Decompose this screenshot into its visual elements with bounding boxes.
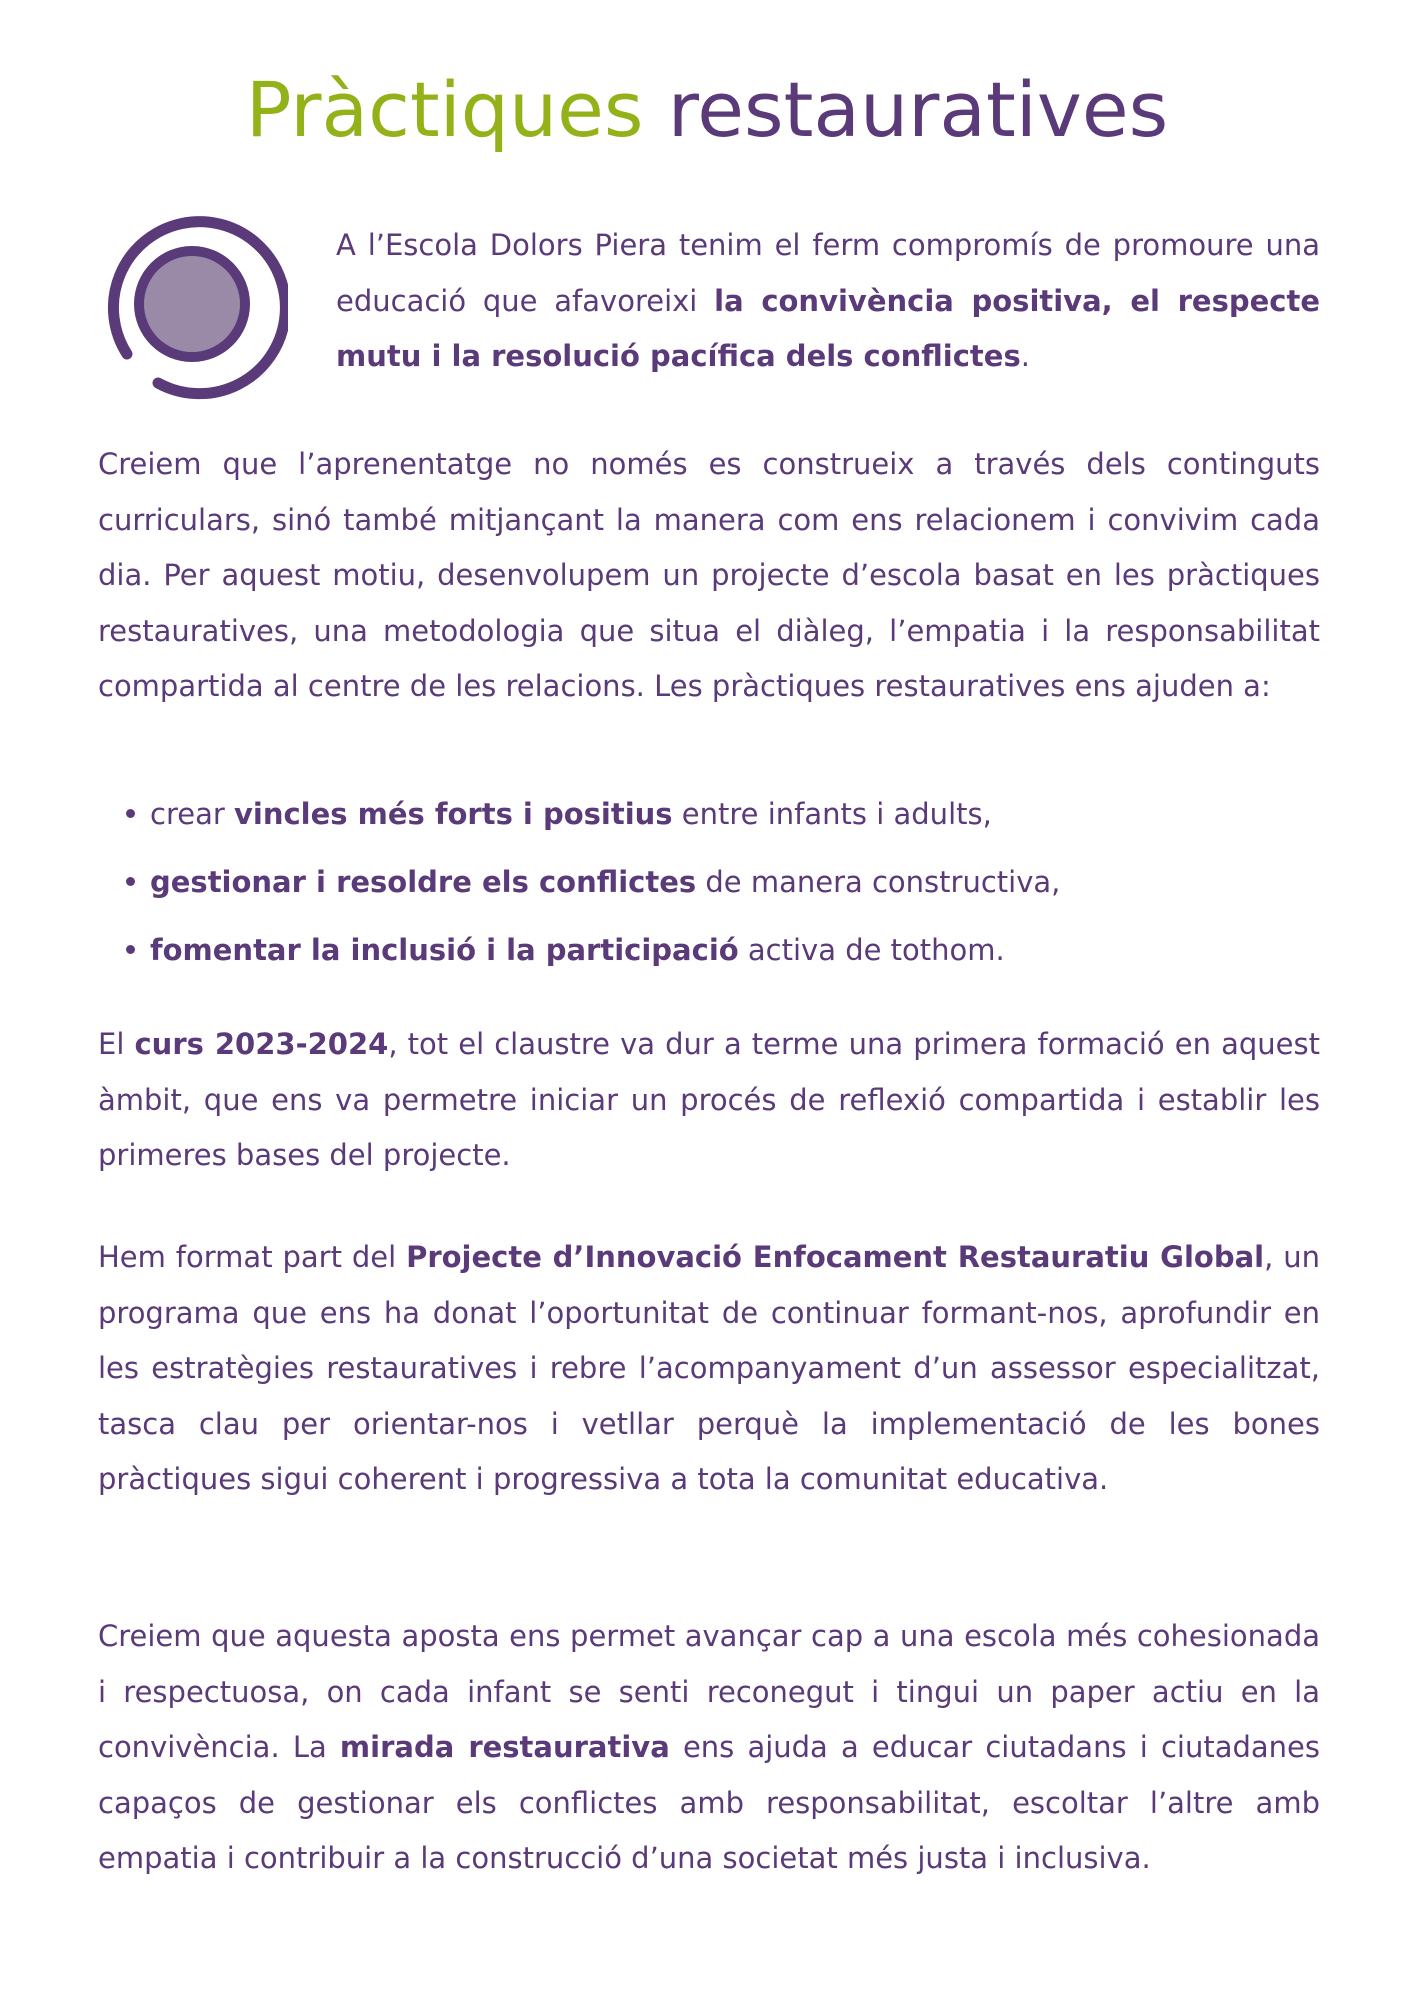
paragraph-3-pre: Hem format part del	[98, 1240, 407, 1274]
paragraph-3-bold: Projecte d’Innovació Enfocament Restauratiu Global	[406, 1240, 1265, 1274]
concentric-circle-logo-icon	[96, 208, 288, 400]
bullet-bold: vincles més forts i positius	[233, 797, 673, 831]
paragraph-3	[98, 1230, 1320, 1508]
intro-bold: la convivència positiva, el respecte mutu i la resolució pacífica dels conflictes	[336, 283, 1320, 373]
title-word-green: Pràctiques	[245, 65, 644, 154]
list-item	[98, 780, 1320, 848]
list-item	[98, 848, 1320, 916]
intro-end: .	[1020, 339, 1030, 373]
paragraph-4-bold: mirada restaurativa	[339, 1730, 670, 1764]
bullet-post: activa de tothom.	[738, 933, 1005, 967]
title-word-purple: restauratives	[667, 65, 1169, 154]
page-title	[0, 60, 1414, 160]
bullet-bold: fomentar la inclusió i la participació	[150, 933, 739, 967]
bullet-post: entre infants i adults,	[672, 797, 992, 831]
paragraph-2-bold: curs 2023-2024	[134, 1027, 389, 1061]
paragraph-4-pre: Creiem que aquesta aposta ens permet avançar cap a una escola més cohesionada i respectuosa, on cada infant se senti reconegut i tingui un paper actiu en la convivència. La	[98, 1619, 1320, 1764]
bullet-bold: gestionar i resoldre els conflictes	[150, 865, 697, 899]
paragraph-1: Creiem que l’aprenentatge no només es construeix a través dels continguts curriculars, sinó també mitjançant la manera com ens relacionem i convivim cada dia. Per aquest motiu, desenvolupem un projecte d’escola basat en les pràctiques restauratives, una metodologia que situa el diàleg, l’empatia i la responsabilitat compartida al centre de les relacions. Les pràctiques restauratives ens ajuden a:	[98, 447, 1320, 703]
bullet-list	[98, 780, 1320, 984]
bullet-post: de manera constructiva,	[696, 865, 1061, 899]
paragraph-4-post: ens ajuda a educar ciutadans i ciutadanes capaços de gestionar els conflictes amb responsabilitat, escoltar l’altre amb empatia i contribuir a la construcció d’una societat més justa i inclusiva.	[98, 1730, 1320, 1875]
bullet-pre: crear	[150, 797, 234, 831]
paragraph-4	[98, 1609, 1320, 1887]
intro-text: A l’Escola Dolors Piera tenim el ferm compromís de promoure una educació que afavoreixi	[336, 228, 1320, 318]
paragraph-2-post: , tot el claustre va dur a terme una primera formació en aquest àmbit, que ens va permetre iniciar un procés de reflexió compartida i establir les primeres bases del projecte.	[98, 1027, 1320, 1172]
list-item	[98, 916, 1320, 984]
paragraph-2-pre: El	[98, 1027, 135, 1061]
paragraph-2	[98, 1017, 1320, 1184]
paragraph-3-post: , un programa que ens ha donat l’oportunitat de continuar formant-nos, aprofundir en les estratègies restauratives i rebre l’acompanyament d’un assessor especialitzat, tasca clau per orientar-nos i vetllar perquè la implementació de les bones pràctiques sigui coherent i progressiva a tota la comunitat educativa.	[98, 1240, 1320, 1496]
intro-paragraph	[336, 218, 1320, 385]
